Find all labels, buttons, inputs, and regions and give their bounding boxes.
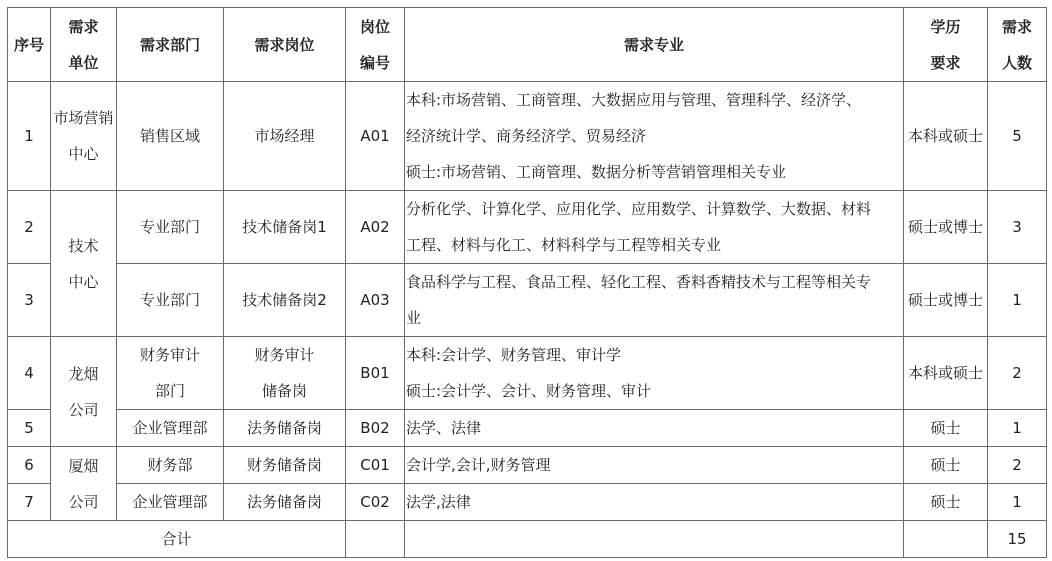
total-empty-edu [904, 521, 988, 558]
cell-code: B02 [346, 410, 405, 447]
cell-no: 7 [8, 484, 51, 521]
cell-code: C02 [346, 484, 405, 521]
cell-post: 市场经理 [224, 82, 346, 191]
cell-dept: 销售区域 [117, 82, 224, 191]
cell-post: 财务储备岗 [224, 447, 346, 484]
cell-dept: 企业管理部 [117, 410, 224, 447]
cell-edu: 硕士 [904, 410, 988, 447]
table-row [8, 484, 1047, 521]
cell-edu: 硕士 [904, 484, 988, 521]
total-empty-code [346, 521, 405, 558]
cell-count: 1 [988, 410, 1047, 447]
header-edu: 学历 要求 [904, 8, 988, 82]
cell-post: 技术储备岗1 [224, 191, 346, 264]
cell-unit: 龙烟 公司 [51, 337, 117, 447]
header-count: 需求 人数 [988, 8, 1047, 82]
cell-unit: 市场营销 中心 [51, 82, 117, 191]
header-code: 岗位 编号 [346, 8, 405, 82]
cell-major: 分析化学、计算化学、应用化学、应用数学、计算数学、大数据、材料 工程、材料与化工、材料科学与工程等相关专业 [405, 191, 904, 264]
cell-dept: 企业管理部 [117, 484, 224, 521]
cell-edu: 本科或硕士 [904, 337, 988, 410]
total-count: 15 [988, 521, 1047, 558]
table-row [8, 264, 1047, 337]
cell-code: A01 [346, 82, 405, 191]
total-row [8, 521, 1047, 558]
total-empty-major [405, 521, 904, 558]
cell-post: 法务储备岗 [224, 410, 346, 447]
cell-post: 财务审计 储备岗 [224, 337, 346, 410]
cell-edu: 硕士或博士 [904, 264, 988, 337]
cell-post: 技术储备岗2 [224, 264, 346, 337]
cell-count: 3 [988, 191, 1047, 264]
cell-major: 会计学,会计,财务管理 [405, 447, 904, 484]
cell-unit: 技术 中心 [51, 191, 117, 337]
table-row [8, 82, 1047, 191]
header-dept: 需求部门 [117, 8, 224, 82]
cell-post: 法务储备岗 [224, 484, 346, 521]
cell-no: 5 [8, 410, 51, 447]
header-major: 需求专业 [405, 8, 904, 82]
table-row [8, 337, 1047, 410]
cell-no: 4 [8, 337, 51, 410]
cell-count: 1 [988, 264, 1047, 337]
cell-code: A02 [346, 191, 405, 264]
header-unit: 需求 单位 [51, 8, 117, 82]
recruitment-table [7, 7, 1047, 558]
cell-unit: 厦烟 公司 [51, 447, 117, 521]
table-row [8, 191, 1047, 264]
cell-code: B01 [346, 337, 405, 410]
cell-no: 2 [8, 191, 51, 264]
cell-count: 1 [988, 484, 1047, 521]
cell-count: 2 [988, 447, 1047, 484]
cell-major: 本科:会计学、财务管理、审计学 硕士:会计学、会计、财务管理、审计 [405, 337, 904, 410]
cell-dept: 财务审计 部门 [117, 337, 224, 410]
cell-no: 1 [8, 82, 51, 191]
cell-count: 2 [988, 337, 1047, 410]
header-row [8, 8, 1047, 82]
table-row [8, 447, 1047, 484]
cell-no: 3 [8, 264, 51, 337]
cell-major: 法学,法律 [405, 484, 904, 521]
cell-dept: 专业部门 [117, 264, 224, 337]
cell-dept: 专业部门 [117, 191, 224, 264]
cell-edu: 本科或硕士 [904, 82, 988, 191]
cell-edu: 硕士或博士 [904, 191, 988, 264]
header-no: 序号 [8, 8, 51, 82]
total-label: 合计 [8, 521, 346, 558]
cell-no: 6 [8, 447, 51, 484]
cell-code: C01 [346, 447, 405, 484]
cell-dept: 财务部 [117, 447, 224, 484]
cell-major: 法学、法律 [405, 410, 904, 447]
table-row [8, 410, 1047, 447]
header-post: 需求岗位 [224, 8, 346, 82]
cell-code: A03 [346, 264, 405, 337]
cell-count: 5 [988, 82, 1047, 191]
cell-major: 食品科学与工程、食品工程、轻化工程、香料香精技术与工程等相关专 业 [405, 264, 904, 337]
cell-major: 本科:市场营销、工商管理、大数据应用与管理、管理科学、经济学、 经济统计学、商务经济学、贸易经济 硕士:市场营销、工商管理、数据分析等营销管理相关专业 [405, 82, 904, 191]
cell-edu: 硕士 [904, 447, 988, 484]
